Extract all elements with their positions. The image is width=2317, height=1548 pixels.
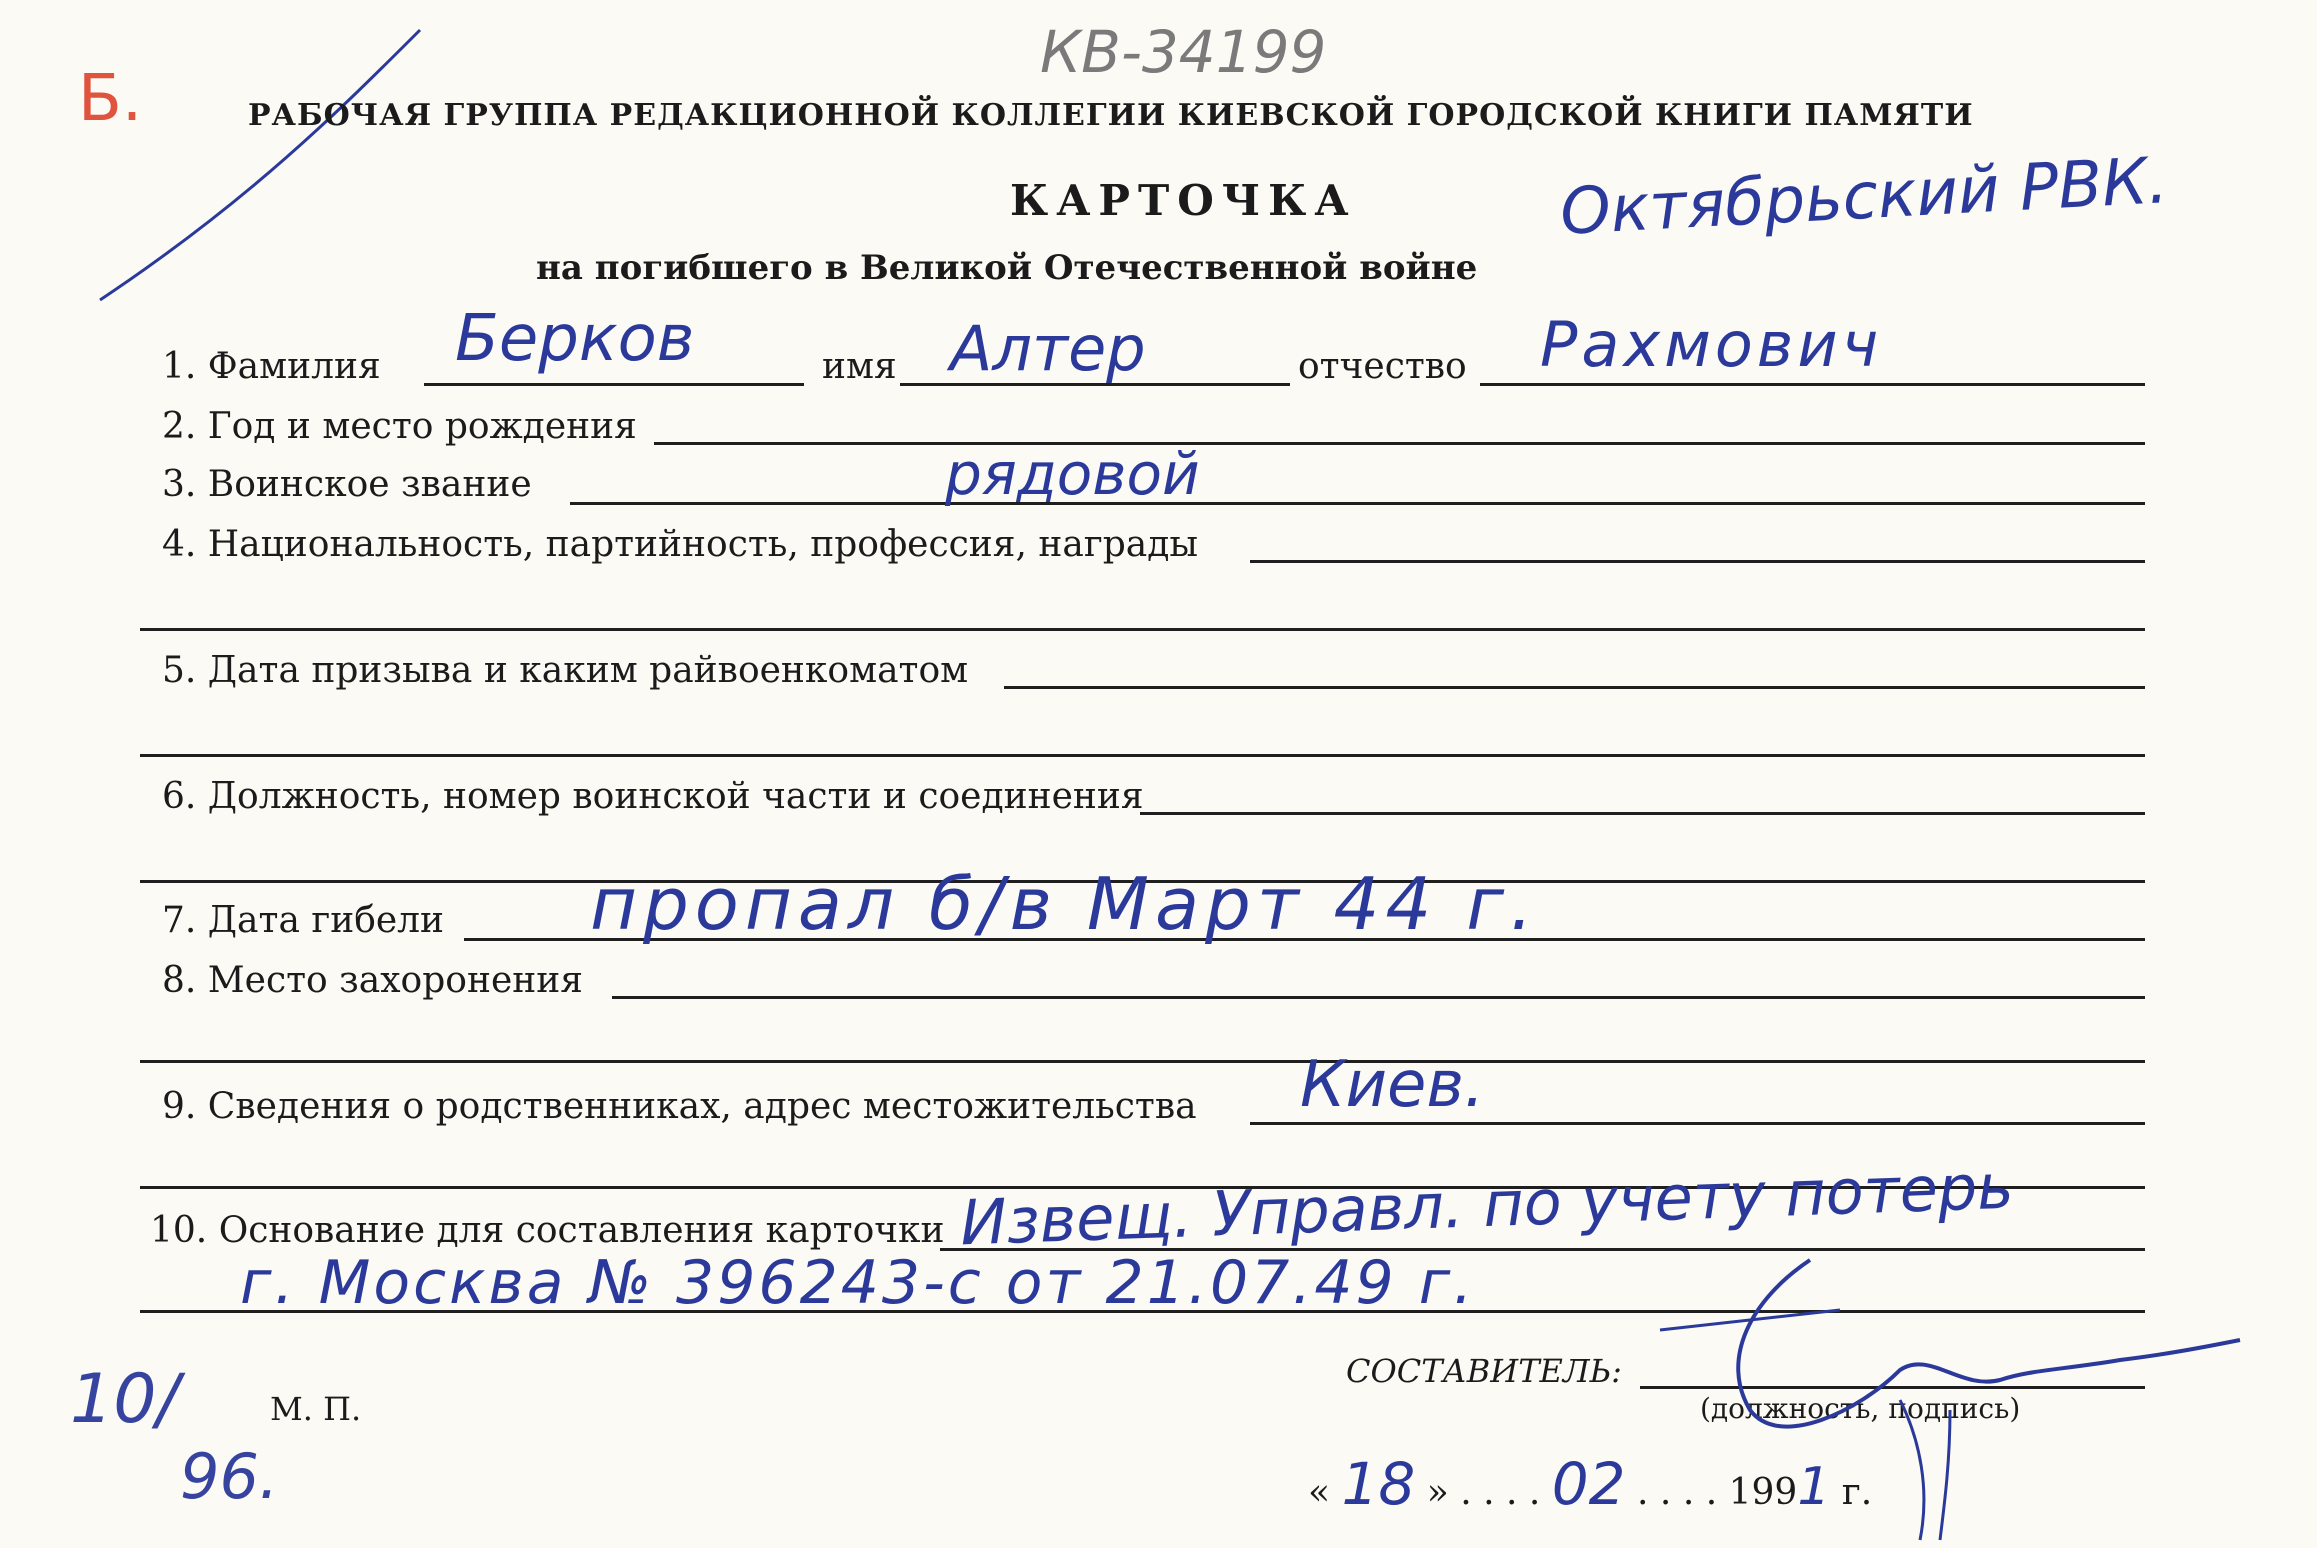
label-rank: 3. Воинское звание [162,464,532,505]
value-death-date: пропал б/в Март 44 г. [590,862,1539,946]
label-patronymic: отчество [1298,346,1467,387]
line-nationality [1250,560,2145,563]
date-dots-2: . . . . [1637,1472,1729,1513]
value-surname: Берков [455,302,695,376]
line-relatives [1250,1122,2145,1125]
label-death-date: 7. Дата гибели [162,900,445,941]
date-quote-close: » [1426,1472,1449,1513]
label-surname: 1. Фамилия [162,346,381,387]
card-title: КАРТОЧКА [1010,176,1357,225]
line-burial-2 [140,1060,2145,1063]
corner-mark: Б. [78,62,143,136]
line-burial [612,996,2145,999]
signature-caption: (должность, подпись) [1700,1392,2021,1425]
label-nationality: 4. Национальность, партийность, профессия, награды [162,524,1199,565]
label-birth: 2. Год и место рождения [162,406,637,447]
date-year-digit: 1 [1797,1457,1831,1517]
date-day: 18 [1341,1450,1416,1518]
date-month: 02 [1551,1450,1626,1518]
line-nationality-2 [140,628,2145,631]
line-conscription-2 [140,754,2145,757]
date-quote-open: « [1308,1472,1331,1513]
label-relatives: 9. Сведения о родственниках, адрес местожительства [162,1086,1197,1127]
card-subtitle: на погибшего в Великой Отечественной войне [536,248,1478,288]
date-line [1308,1450,1872,1518]
district-note: Октябрьский РВК. [1558,144,2170,250]
line-birth [654,442,2145,445]
value-basis: Извещ. Управл. по учету потерь [959,1149,2015,1260]
label-unit: 6. Должность, номер воинской части и соединения [162,776,1144,817]
label-burial: 8. Место захоронения [162,960,583,1001]
label-name: имя [822,346,897,387]
date-year-prefix: 199 [1728,1472,1798,1513]
line-conscription [1004,686,2145,689]
date-dots-1: . . . . [1460,1472,1552,1513]
label-conscription: 5. Дата призыва и каким райвоенкоматом [162,650,969,691]
value-basis-2: г. Москва № 396243-с от 21.07.49 г. [240,1248,1476,1318]
value-patronymic: Рахмович [1540,308,1883,381]
date-year-suffix: г. [1841,1472,1873,1513]
label-basis: 10. Основание для составления карточки [150,1210,945,1251]
margin-note-2: 96. [180,1440,279,1513]
margin-note-1: 10/ [70,1360,180,1439]
card-header: РАБОЧАЯ ГРУППА РЕДАКЦИОННОЙ КОЛЛЕГИИ КИЕВСКОЙ ГОРОДСКОЙ КНИГИ ПАМЯТИ [248,98,1974,133]
value-name: Алтер [950,312,1146,385]
line-surname [424,383,804,386]
value-rank: рядовой [945,440,1200,508]
line-unit [1140,812,2145,815]
seal-label: М. П. [270,1390,362,1428]
archive-code: КВ-34199 [1040,18,1327,86]
compiler-label: СОСТАВИТЕЛЬ: [1346,1352,1622,1390]
value-relatives: Киев. [1300,1048,1485,1122]
line-rank [570,502,2145,505]
diagonal-pen-stroke [80,20,440,310]
line-patronymic [1480,383,2145,386]
